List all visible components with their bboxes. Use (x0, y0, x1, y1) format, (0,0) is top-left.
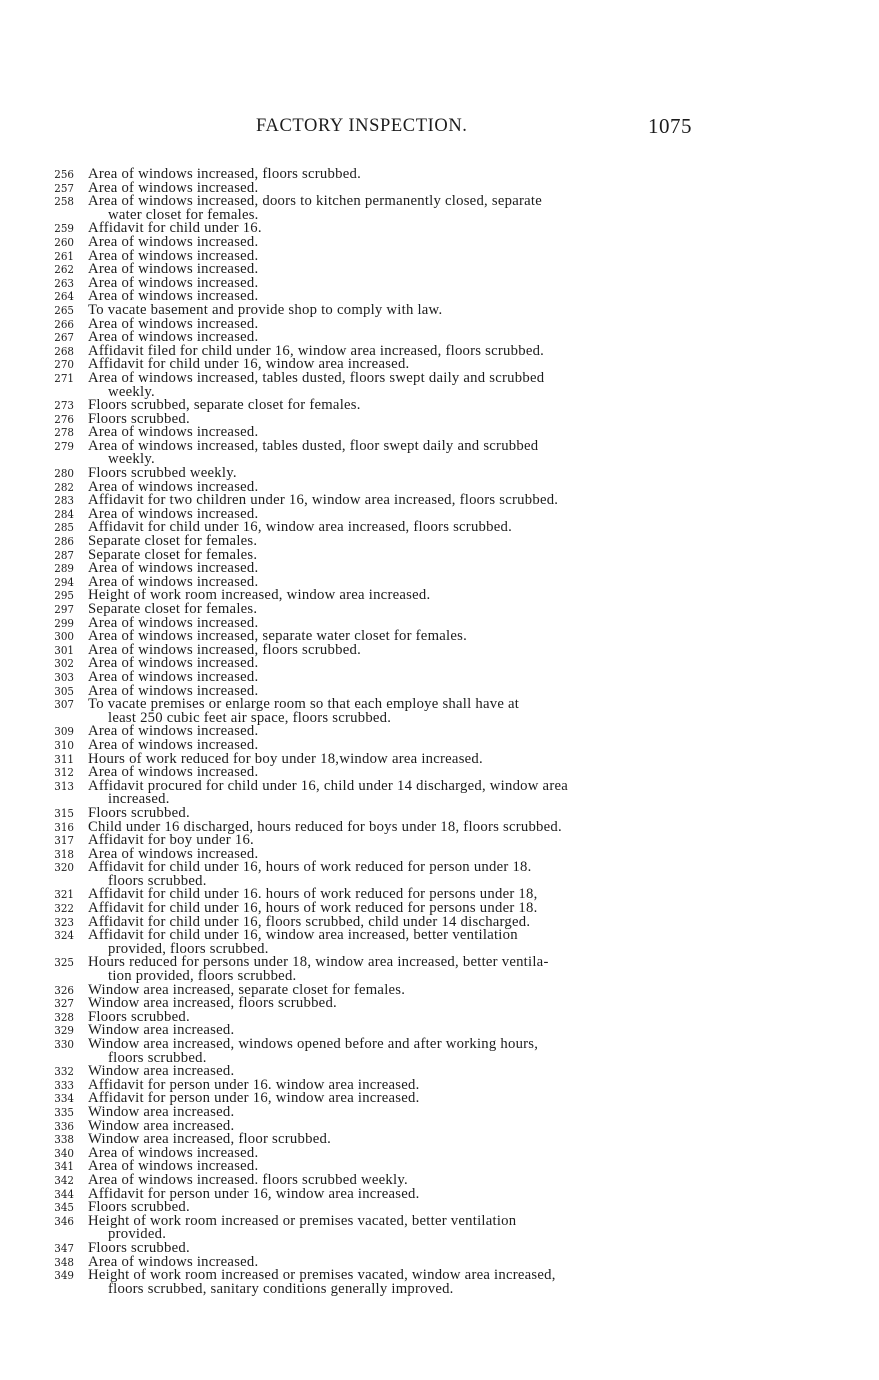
entry-continuation-line: floors scrubbed, sanitary conditions generally improved. (108, 1280, 454, 1297)
entry-line: Floors scrubbed. (88, 1239, 190, 1256)
entry-number: 267 (54, 330, 74, 345)
entry-number: 326 (54, 982, 74, 997)
entry-number: 263 (54, 275, 74, 290)
entry-number: 283 (54, 493, 74, 508)
entry-number: 345 (54, 1200, 74, 1215)
entry-line: Affidavit for child under 16. (88, 220, 262, 237)
list-item (0, 1038, 879, 1065)
entry-continuation-line: provided. (108, 1226, 167, 1243)
entry-line: Area of windows increased. (88, 315, 259, 332)
entry-line: To vacate premises or enlarge room so that each employe shall have at (88, 696, 520, 713)
entry-number: 321 (54, 887, 74, 902)
entry-number: 334 (54, 1091, 74, 1106)
entry-line: Affidavit for child under 16, window area increased, floors scrubbed. (88, 519, 513, 536)
entry-line: Area of windows increased. floors scrubbed weekly. (88, 1171, 408, 1188)
entry-text (88, 956, 702, 983)
entry-number: 316 (54, 819, 74, 834)
entry-number: 311 (54, 751, 74, 766)
entry-number: 329 (54, 1023, 74, 1038)
entry-line: Area of windows increased, floors scrubbed. (88, 166, 362, 182)
entry-text (88, 698, 702, 725)
entry-line: Area of windows increased. (88, 329, 259, 346)
entry-line: Affidavit for boy under 16. (88, 832, 254, 849)
entry-line: Area of windows increased. (88, 288, 259, 305)
entry-number: 279 (54, 438, 74, 453)
entry-number: 305 (54, 683, 74, 698)
entry-line: Affidavit for two children under 16, window area increased, floors scrubbed. (88, 492, 559, 509)
entry-line: Floors scrubbed. (88, 1008, 190, 1025)
entry-number: 346 (54, 1213, 74, 1228)
entry-text (88, 195, 702, 222)
entry-continuation-line: provided, floors scrubbed. (108, 940, 269, 957)
entry-line: Area of windows increased. (88, 723, 259, 740)
entry-line: Area of windows increased. (88, 261, 259, 278)
entry-line: Separate closet for females. (88, 546, 258, 563)
inspection-list (0, 168, 879, 1296)
entry-number: 260 (54, 234, 74, 249)
entry-line: Area of windows increased, doors to kitchen permanently closed, separate (88, 193, 542, 210)
entry-number: 349 (54, 1268, 74, 1283)
entry-line: Area of windows increased. (88, 274, 259, 291)
entry-number: 265 (54, 302, 74, 317)
entry-line: Hours reduced for persons under 18, window area increased, better ventila- (88, 954, 549, 971)
entry-line: Height of work room increased, window area increased. (88, 587, 431, 604)
entry-number: 287 (54, 547, 74, 562)
entry-number: 336 (54, 1118, 74, 1133)
entry-line: Window area increased, windows opened before and after working hours, (88, 1036, 539, 1052)
entry-text (88, 1212, 702, 1243)
entry-line: Area of windows increased, floors scrubbed. (88, 641, 362, 658)
entry-line: Hours of work reduced for boy under 18,window area increased. (88, 750, 483, 767)
entry-continuation-line: floors scrubbed. (108, 872, 207, 889)
entry-number: 286 (54, 534, 74, 549)
page-header (0, 116, 879, 140)
entry-line: Floors scrubbed. (88, 1199, 190, 1216)
entry-line: Affidavit for child under 16, window area increased. (88, 356, 410, 373)
entry-number: 295 (54, 588, 74, 603)
entry-line: Area of windows increased. (88, 1144, 259, 1161)
entry-number: 294 (54, 574, 74, 589)
list-item (0, 861, 879, 888)
entry-number: 315 (54, 805, 74, 820)
entry-number: 333 (54, 1077, 74, 1092)
entry-number: 285 (54, 520, 74, 535)
entry-line: Window area increased. (88, 1117, 235, 1134)
entry-line: Area of windows increased. (88, 845, 259, 862)
entry-line: Affidavit for child under 16, hours of work reduced for persons under 18. (88, 900, 538, 917)
entry-line: Affidavit procured for child under 16, child under 14 discharged, window area (88, 777, 568, 794)
list-item (0, 698, 879, 725)
list-item (0, 956, 879, 983)
entry-number: 303 (54, 669, 74, 684)
entry-line: Window area increased, floor scrubbed. (88, 1131, 331, 1148)
entry-line: Affidavit for person under 16, window area increased. (88, 1185, 420, 1202)
entry-number: 323 (54, 914, 74, 929)
entry-number: 335 (54, 1104, 74, 1119)
entry-continuation-line: increased. (108, 791, 170, 808)
entry-line: Affidavit for child under 16, floors scrubbed, child under 14 discharged. (88, 913, 531, 930)
entry-line: Height of work room increased or premises vacated, window area increased, (88, 1267, 556, 1284)
entry-line: Area of windows increased. (88, 764, 259, 781)
entry-number: 342 (54, 1172, 74, 1187)
entry-line: Separate closet for females. (88, 601, 258, 617)
entry-line: Area of windows increased. (88, 505, 259, 522)
entry-line: Area of windows increased. (88, 560, 259, 577)
list-item (0, 929, 879, 956)
entry-line: Affidavit for child under 16, hours of work reduced for person under 18. (88, 859, 532, 876)
entry-line: Window area increased, separate closet for females. (88, 981, 406, 998)
entry-line: Area of windows increased, tables dusted, floor swept daily and scrubbed (88, 437, 539, 454)
entry-continuation-line: tion provided, floors scrubbed. (108, 968, 297, 985)
entry-continuation-line: water closet for females. (108, 206, 259, 223)
entry-line: Area of windows increased. (88, 682, 259, 699)
entry-line: Affidavit for child under 16. hours of work reduced for persons under 18, (88, 886, 538, 903)
entry-number: 276 (54, 411, 74, 426)
entry-number: 309 (54, 724, 74, 739)
entry-line: Area of windows increased. (88, 478, 259, 495)
list-item (0, 1269, 879, 1296)
entry-line: Window area increased. (88, 1063, 235, 1080)
entry-number: 280 (54, 466, 74, 481)
entry-number: 340 (54, 1145, 74, 1160)
entry-number: 300 (54, 629, 74, 644)
list-item (0, 195, 879, 222)
entry-line: Floors scrubbed, separate closet for females. (88, 397, 361, 414)
entry-line: Child under 16 discharged, hours reduced for boys under 18, floors scrubbed. (88, 818, 562, 835)
entry-line: Affidavit for person under 16, window area increased. (88, 1090, 420, 1107)
entry-number: 278 (54, 425, 74, 440)
entry-text (88, 369, 702, 400)
list-item (0, 437, 879, 468)
entry-line: Area of windows increased. (88, 655, 259, 672)
entry-line: Height of work room increased or premises vacated, better ventilation (88, 1212, 517, 1229)
entry-number: 332 (54, 1064, 74, 1079)
entry-line: Area of windows increased. (88, 233, 259, 250)
entry-line: Window area increased. (88, 1103, 235, 1120)
entry-line: Area of windows increased. (88, 573, 259, 590)
entry-number: 324 (54, 928, 74, 943)
entry-number: 284 (54, 506, 74, 521)
entry-line: Window area increased, floors scrubbed. (88, 995, 337, 1012)
entry-text (88, 777, 702, 808)
page-title: FACTORY INSPECTION. (256, 116, 468, 136)
entry-number: 266 (54, 316, 74, 331)
entry-number: 341 (54, 1159, 74, 1174)
entry-number: 268 (54, 343, 74, 358)
entry-number: 282 (54, 479, 74, 494)
entry-line: Area of windows increased. (88, 247, 259, 264)
entry-line: Area of windows increased, tables dusted, floors swept daily and scrubbed (88, 369, 545, 386)
entry-line: Affidavit for child under 16, window area increased, better ventilation (88, 927, 518, 944)
entry-number: 271 (54, 370, 74, 385)
entry-line: Area of windows increased. (88, 179, 259, 196)
entry-number: 270 (54, 357, 74, 372)
entry-line: Affidavit filed for child under 16, window area increased, floors scrubbed. (88, 342, 545, 359)
entry-continuation-line: weekly. (108, 383, 155, 400)
entry-number: 301 (54, 642, 74, 657)
entry-line: Affidavit for person under 16. window area increased. (88, 1076, 420, 1093)
entry-number: 322 (54, 901, 74, 916)
entry-number: 338 (54, 1132, 74, 1147)
entry-text (88, 437, 702, 468)
page-number: 1075 (648, 114, 692, 138)
entry-number: 317 (54, 833, 74, 848)
entry-line: Area of windows increased, separate water closet for females. (88, 628, 468, 645)
entry-number: 299 (54, 615, 74, 630)
list-item (0, 1212, 879, 1243)
entry-line: Area of windows increased. (88, 736, 259, 753)
entry-continuation-line: floors scrubbed. (108, 1049, 207, 1066)
entry-number: 330 (54, 1037, 74, 1051)
entry-line: Area of windows increased. (88, 424, 259, 441)
entry-number: 302 (54, 656, 74, 671)
entry-number: 325 (54, 955, 74, 970)
entry-number: 348 (54, 1254, 74, 1269)
entry-number: 320 (54, 860, 74, 875)
entry-number: 289 (54, 561, 74, 576)
entry-line: Area of windows increased. (88, 614, 259, 631)
entry-line: Area of windows increased. (88, 1253, 259, 1270)
entry-number: 261 (54, 248, 74, 263)
entry-number: 258 (54, 194, 74, 209)
entry-line: To vacate basement and provide shop to comply with law. (88, 301, 443, 318)
entry-number: 257 (54, 180, 74, 195)
entry-line: Window area increased. (88, 1022, 235, 1039)
entry-number: 327 (54, 996, 74, 1011)
entry-number: 264 (54, 289, 74, 304)
entry-line: Floors scrubbed. (88, 804, 190, 821)
entry-number: 312 (54, 765, 74, 780)
entry-line: Floors scrubbed. (88, 410, 190, 427)
entry-line: Area of windows increased. (88, 1158, 259, 1175)
list-item (0, 777, 879, 808)
entry-number: 259 (54, 221, 74, 236)
entry-number: 347 (54, 1240, 74, 1255)
entry-number: 328 (54, 1009, 74, 1024)
entry-line: Area of windows increased. (88, 668, 259, 685)
entry-number: 273 (54, 398, 74, 413)
entry-continuation-line: weekly. (108, 451, 155, 468)
entry-text (88, 1038, 702, 1065)
entry-number: 262 (54, 262, 74, 277)
entry-number: 310 (54, 737, 74, 752)
entry-number: 344 (54, 1186, 74, 1201)
entry-number: 318 (54, 846, 74, 861)
entry-number: 256 (54, 167, 74, 181)
entry-number: 307 (54, 697, 74, 712)
list-item (0, 369, 879, 400)
entry-text (88, 861, 702, 888)
entry-line: Floors scrubbed weekly. (88, 465, 237, 482)
entry-text (88, 1269, 702, 1296)
entry-number: 297 (54, 602, 74, 616)
entry-text (88, 929, 702, 956)
entry-line: Separate closet for females. (88, 533, 258, 550)
entry-continuation-line: least 250 cubic feet air space, floors scrubbed. (108, 709, 392, 726)
entry-number: 313 (54, 778, 74, 793)
